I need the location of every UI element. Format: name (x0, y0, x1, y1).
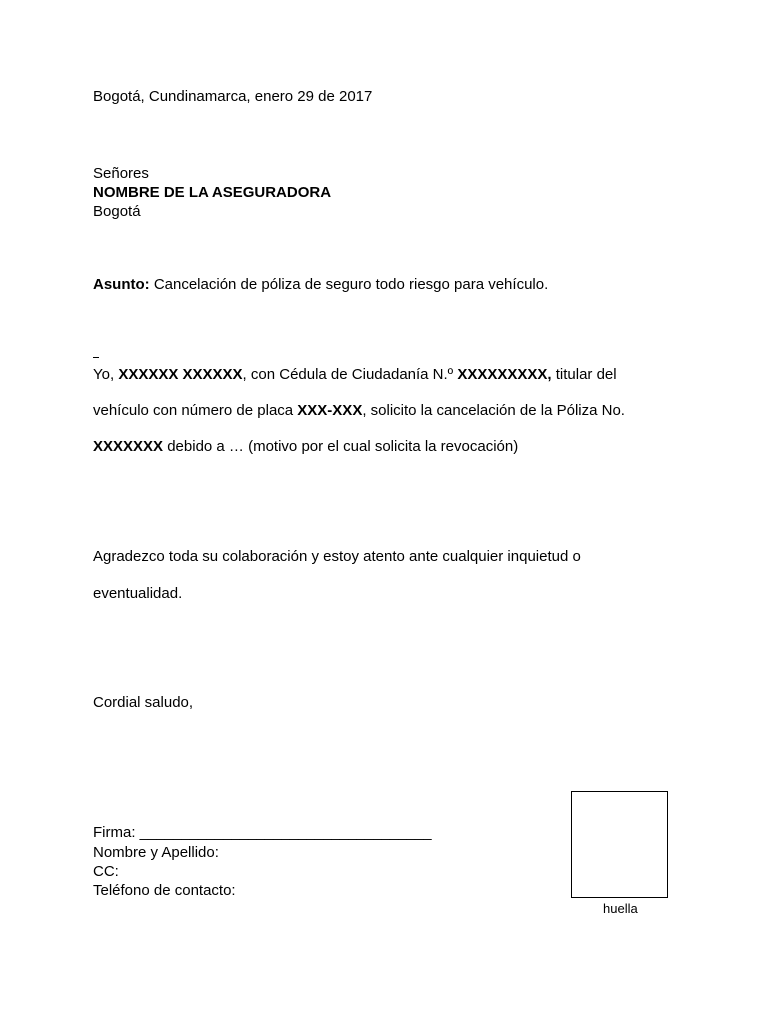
stray-dash-mark (93, 357, 99, 358)
recipient-salutation: Señores (93, 165, 149, 182)
fingerprint-box (571, 791, 668, 898)
body-line-2 (93, 401, 625, 420)
id-number: XXXXXXXXX, (457, 366, 552, 383)
signature-line: Firma: ___________________________________ (93, 824, 432, 841)
body-text: , con Cédula de Ciudadanía N.º (242, 366, 458, 383)
applicant-name: XXXXXX XXXXXX (118, 366, 243, 383)
policy-number: XXXXXXX (93, 438, 164, 455)
fingerprint-label: huella (603, 901, 638, 916)
body-text: , solicito la cancelación de la Póliza No. (362, 402, 625, 419)
body-text: vehículo con número de placa (93, 402, 298, 419)
cc-field: CC: (93, 863, 119, 880)
recipient-company-text: NOMBRE DE LA ASEGURADORA (93, 184, 332, 201)
body-line-1 (93, 365, 617, 384)
name-field: Nombre y Apellido: (93, 844, 219, 861)
closing: Cordial saludo, (93, 694, 194, 711)
thanks-line-2: eventualidad. (93, 585, 183, 602)
recipient-company (93, 183, 331, 202)
body-text: titular del (551, 366, 617, 383)
plate-number: XXX-XXX (297, 402, 363, 419)
recipient-city: Bogotá (93, 203, 141, 220)
body-line-3 (93, 437, 518, 456)
body-text: Yo, (93, 366, 119, 383)
subject-label: Asunto: (93, 276, 150, 293)
thanks-line-1: Agradezco toda su colaboración y estoy atento ante cualquier inquietud o (93, 548, 581, 565)
body-text: debido a … (motivo por el cual solicita la revocación) (163, 438, 519, 455)
date-line: Bogotá, Cundinamarca, enero 29 de 2017 (93, 88, 373, 105)
subject-text: Cancelación de póliza de seguro todo riesgo para vehículo. (149, 276, 549, 293)
subject-line (93, 275, 548, 294)
phone-field: Teléfono de contacto: (93, 882, 236, 899)
